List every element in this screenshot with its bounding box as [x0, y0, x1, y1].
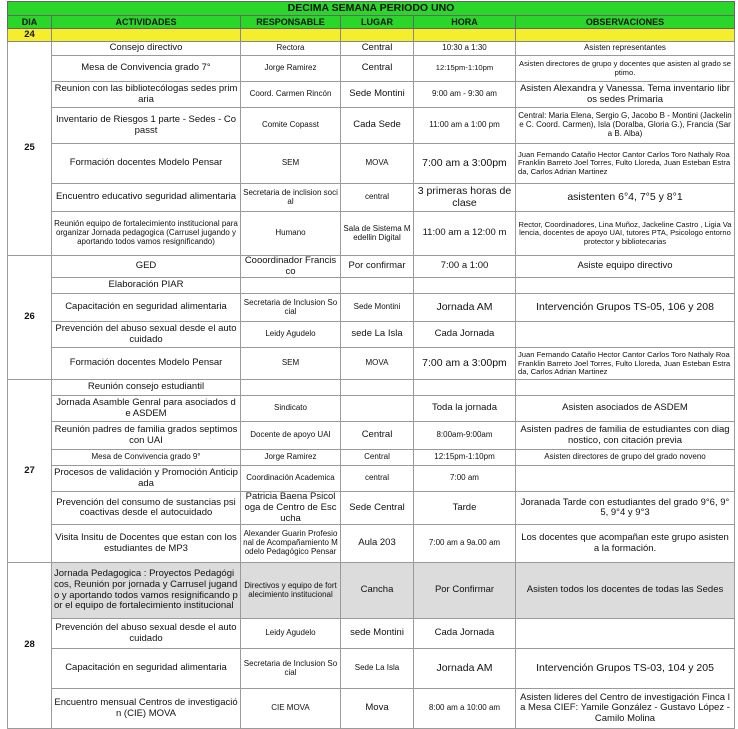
- time-cell: Jornada AM: [414, 294, 516, 322]
- responsible-cell: Leidy Agudelo: [241, 619, 341, 649]
- notes-cell: Intervención Grupos TS-03, 104 y 205: [516, 649, 735, 689]
- notes-cell: Asisten Alexandra y Vanessa. Tema inventario libros sedes Primaria: [516, 82, 735, 108]
- activity-cell: Capacitación en seguridad alimentaria: [52, 649, 241, 689]
- place-cell: Sede Montini: [341, 294, 414, 322]
- table-row: [8, 256, 735, 278]
- responsible-cell: Humano: [241, 212, 341, 256]
- place-cell: Sede Montini: [341, 82, 414, 108]
- notes-cell: Intervención Grupos TS-05, 106 y 208: [516, 294, 735, 322]
- activity-cell: Reunión consejo estudiantil: [52, 380, 241, 396]
- time-cell: Cada Jornada: [414, 619, 516, 649]
- place-cell: central: [341, 466, 414, 492]
- activity-cell: Formación docentes Modelo Pensar: [52, 144, 241, 184]
- place-cell: [341, 278, 414, 294]
- notes-cell: asistenten 6°4, 7°5 y 8°1: [516, 184, 735, 212]
- responsible-cell: Leidy Agudelo: [241, 322, 341, 348]
- place-cell: Central: [341, 450, 414, 466]
- table-row: [8, 563, 735, 619]
- place-cell: [341, 396, 414, 422]
- place-cell: Mova: [341, 689, 414, 729]
- time-cell: 12:15pm-1:10pm: [414, 56, 516, 82]
- time-cell: Jornada AM: [414, 649, 516, 689]
- responsible-cell: Comite Copasst: [241, 108, 341, 144]
- time-cell: Cada Jornada: [414, 322, 516, 348]
- table-row: [8, 396, 735, 422]
- header-responsable: RESPONSABLE: [241, 16, 341, 29]
- day-24: 24: [8, 29, 52, 42]
- header-dia: DIA: [8, 16, 52, 29]
- responsible-cell: Alexander Guarin Profesional de Acompañamiento Modelo Pedagógico Pensar: [241, 525, 341, 563]
- day-27: 27: [8, 380, 52, 563]
- time-cell: 9:00 am - 9:30 am: [414, 82, 516, 108]
- notes-cell: Central: Maria Elena, Sergio G, Jacobo B - Montini (Jackeline C. Coord. Carmen), Isla (Doralba, Gloria G.), Francia (Sara B. Alba): [516, 108, 735, 144]
- responsible-cell: SEM: [241, 348, 341, 380]
- activity-cell: Mesa de Convivencia grado 9°: [52, 450, 241, 466]
- place-cell: Central: [341, 42, 414, 56]
- activity-cell: Jornada Pedagogica : Proyectos Pedagógicos, Reunión por jornada y Carrusel jugando y aportando todos vamos resignificando por el equipo de fortalecimiento institucional: [52, 563, 241, 619]
- time-cell: 7:00 am a 3:00pm: [414, 144, 516, 184]
- place-cell: MOVA: [341, 144, 414, 184]
- time-cell: 7:00 am a 9a.00 am: [414, 525, 516, 563]
- place-cell: MOVA: [341, 348, 414, 380]
- notes-cell: Asisten todos los docentes de todas las Sedes: [516, 563, 735, 619]
- notes-cell: [516, 619, 735, 649]
- blank-cell: [341, 29, 414, 42]
- time-cell: 8:00 am a 10:00 am: [414, 689, 516, 729]
- activity-cell: Prevención del consumo de sustancias psicoactivas desde el autocuidado: [52, 492, 241, 525]
- notes-cell: Asisten directores de grupo del grado noveno: [516, 450, 735, 466]
- header-observaciones: OBSERVACIONES: [516, 16, 735, 29]
- responsible-cell: Coordinación Academica: [241, 466, 341, 492]
- schedule-table: [7, 1, 735, 729]
- activity-cell: Elaboración PIAR: [52, 278, 241, 294]
- responsible-cell: Docente de apoyo UAI: [241, 422, 341, 450]
- notes-cell: [516, 466, 735, 492]
- notes-cell: Juan Fernando Cataño Hector Cantor Carlos Toro Nathaly Roa Franklin Barreto Joel Torres, Fulto Lloreda, Juan Esteban Estrada, Carlos Adrian Martinez: [516, 348, 735, 380]
- responsible-cell: Jorge Ramirez: [241, 56, 341, 82]
- activity-cell: Jornada Asamble Genral para asociados de ASDEM: [52, 396, 241, 422]
- responsible-cell: Secretaria de Inclusion Social: [241, 294, 341, 322]
- time-cell: [414, 380, 516, 396]
- notes-cell: [516, 380, 735, 396]
- header-lugar: LUGAR: [341, 16, 414, 29]
- responsible-cell: Secretaria de inclision social: [241, 184, 341, 212]
- time-cell: 3 primeras horas de clase: [414, 184, 516, 212]
- table-row: [8, 348, 735, 380]
- responsible-cell: Jorge Ramirez: [241, 450, 341, 466]
- activity-cell: Capacitación en seguridad alimentaria: [52, 294, 241, 322]
- activity-cell: Formación docentes Modelo Pensar: [52, 348, 241, 380]
- day-26: 26: [8, 256, 52, 380]
- notes-cell: Los docentes que acompañan este grupo asisten a la formación.: [516, 525, 735, 563]
- activity-cell: Reunión padres de familia grados septimos con UAI: [52, 422, 241, 450]
- time-cell: 11:00 am a 12:00 m: [414, 212, 516, 256]
- place-cell: Central: [341, 56, 414, 82]
- blank-cell: [414, 29, 516, 42]
- table-row: [8, 689, 735, 729]
- time-cell: 10:30 a 1:30: [414, 42, 516, 56]
- table-row: [8, 108, 735, 144]
- place-cell: Sala de Sistema Medellin Digital: [341, 212, 414, 256]
- table-row: [8, 56, 735, 82]
- activity-cell: GED: [52, 256, 241, 278]
- notes-cell: Asisten padres de familia de estudiantes con diagnostico, con citación previa: [516, 422, 735, 450]
- place-cell: [341, 380, 414, 396]
- responsible-cell: Sindicato: [241, 396, 341, 422]
- place-cell: Aula 203: [341, 525, 414, 563]
- time-cell: 7:00 a 1:00: [414, 256, 516, 278]
- table-row: [8, 450, 735, 466]
- table-row: [8, 525, 735, 563]
- time-cell: Toda la jornada: [414, 396, 516, 422]
- place-cell: Sede Central: [341, 492, 414, 525]
- place-cell: Cada Sede: [341, 108, 414, 144]
- time-cell: [414, 278, 516, 294]
- notes-cell: [516, 278, 735, 294]
- table-row: [8, 380, 735, 396]
- notes-cell: Juan Fernando Cataño Hector Cantor Carlos Toro Nathaly Roa Franklin Barreto Joel Torres, Fulto Lloreda, Juan Esteban Estrada, Carlos Adrian Martinez: [516, 144, 735, 184]
- activity-cell: Mesa de Convivencia grado 7°: [52, 56, 241, 82]
- activity-cell: Reunion con las bibliotecólogas sedes primaria: [52, 82, 241, 108]
- responsible-cell: Rectora: [241, 42, 341, 56]
- notes-cell: Asisten representantes: [516, 42, 735, 56]
- activity-cell: Consejo directivo: [52, 42, 241, 56]
- responsible-cell: Coord. Carmen Rincón: [241, 82, 341, 108]
- responsible-cell: SEM: [241, 144, 341, 184]
- activity-cell: Prevención del abuso sexual desde el autocuidado: [52, 619, 241, 649]
- responsible-cell: Cooordinador Francisco: [241, 256, 341, 278]
- time-cell: 8:00am-9:00am: [414, 422, 516, 450]
- place-cell: Central: [341, 422, 414, 450]
- table-row: [8, 144, 735, 184]
- time-cell: 7:00 am a 3:00pm: [414, 348, 516, 380]
- table-row: [8, 422, 735, 450]
- blank-cell: [516, 29, 735, 42]
- time-cell: 7:00 am: [414, 466, 516, 492]
- table-row: [8, 619, 735, 649]
- activity-cell: Procesos de validación y Promoción Anticipada: [52, 466, 241, 492]
- responsible-cell: [241, 380, 341, 396]
- notes-cell: Rector, Coordinadores, Lina Muñoz, Jackeline Castro , Ligia Valencia, docentes de apoyo UAI, tutores PTA, Psicologo entorno protector y bibliotecarias: [516, 212, 735, 256]
- header-actividades: ACTIVIDADES: [52, 16, 241, 29]
- notes-cell: [516, 322, 735, 348]
- place-cell: Cancha: [341, 563, 414, 619]
- notes-cell: Asiste equipo directivo: [516, 256, 735, 278]
- table-title: DECIMA SEMANA PERIODO UNO: [8, 2, 735, 16]
- header-hora: HORA: [414, 16, 516, 29]
- notes-cell: Joranada Tarde con estudiantes del grado 9°6, 9°5, 9°4 y 9°3: [516, 492, 735, 525]
- responsible-cell: Secretaria de Inclusion Social: [241, 649, 341, 689]
- activity-cell: Inventario de Riesgos 1 parte - Sedes - Copasst: [52, 108, 241, 144]
- activity-cell: Prevención del abuso sexual desde el autocuidado: [52, 322, 241, 348]
- table-row: [8, 492, 735, 525]
- table-row: [8, 184, 735, 212]
- activity-cell: Encuentro educativo seguridad alimentaria: [52, 184, 241, 212]
- place-cell: Por confirmar: [341, 256, 414, 278]
- time-cell: 11:00 am a 1:00 pm: [414, 108, 516, 144]
- place-cell: sede La Isla: [341, 322, 414, 348]
- responsible-cell: Directivos y equipo de fortalecimiento institucional: [241, 563, 341, 619]
- time-cell: 12:15pm-1:10pm: [414, 450, 516, 466]
- table-row: [8, 82, 735, 108]
- table-row: [8, 294, 735, 322]
- notes-cell: Asisten asociados de ASDEM: [516, 396, 735, 422]
- time-cell: Tarde: [414, 492, 516, 525]
- notes-cell: Asisten directores de grupo y docentes que asisten al grado septimo.: [516, 56, 735, 82]
- place-cell: Sede La Isla: [341, 649, 414, 689]
- responsible-cell: Patricia Baena Psicologa de Centro de Escucha: [241, 492, 341, 525]
- table-row: [8, 278, 735, 294]
- responsible-cell: [241, 278, 341, 294]
- place-cell: sede Montini: [341, 619, 414, 649]
- table-row: [8, 649, 735, 689]
- activity-cell: Encuentro mensual Centros de investigación (CIE) MOVA: [52, 689, 241, 729]
- table-row: [8, 466, 735, 492]
- responsible-cell: CIE MOVA: [241, 689, 341, 729]
- blank-cell: [52, 29, 241, 42]
- time-cell: Por Confirmar: [414, 563, 516, 619]
- blank-cell: [241, 29, 341, 42]
- table-row: [8, 212, 735, 256]
- table-row: [8, 42, 735, 56]
- activity-cell: Visita Insitu de Docentes que estan con los estudiantes de MP3: [52, 525, 241, 563]
- activity-cell: Reunión equipo de fortalecimiento institucional para organizar Jornada pedagogica (Carrusel jugando y aportando todos vamos resignificando): [52, 212, 241, 256]
- notes-cell: Asisten lideres del Centro de investigación Finca la Mesa CIEF: Yamile González - Gustavo López - Camilo Molina: [516, 689, 735, 729]
- place-cell: central: [341, 184, 414, 212]
- day-25: 25: [8, 42, 52, 256]
- day-28: 28: [8, 563, 52, 729]
- table-row: [8, 322, 735, 348]
